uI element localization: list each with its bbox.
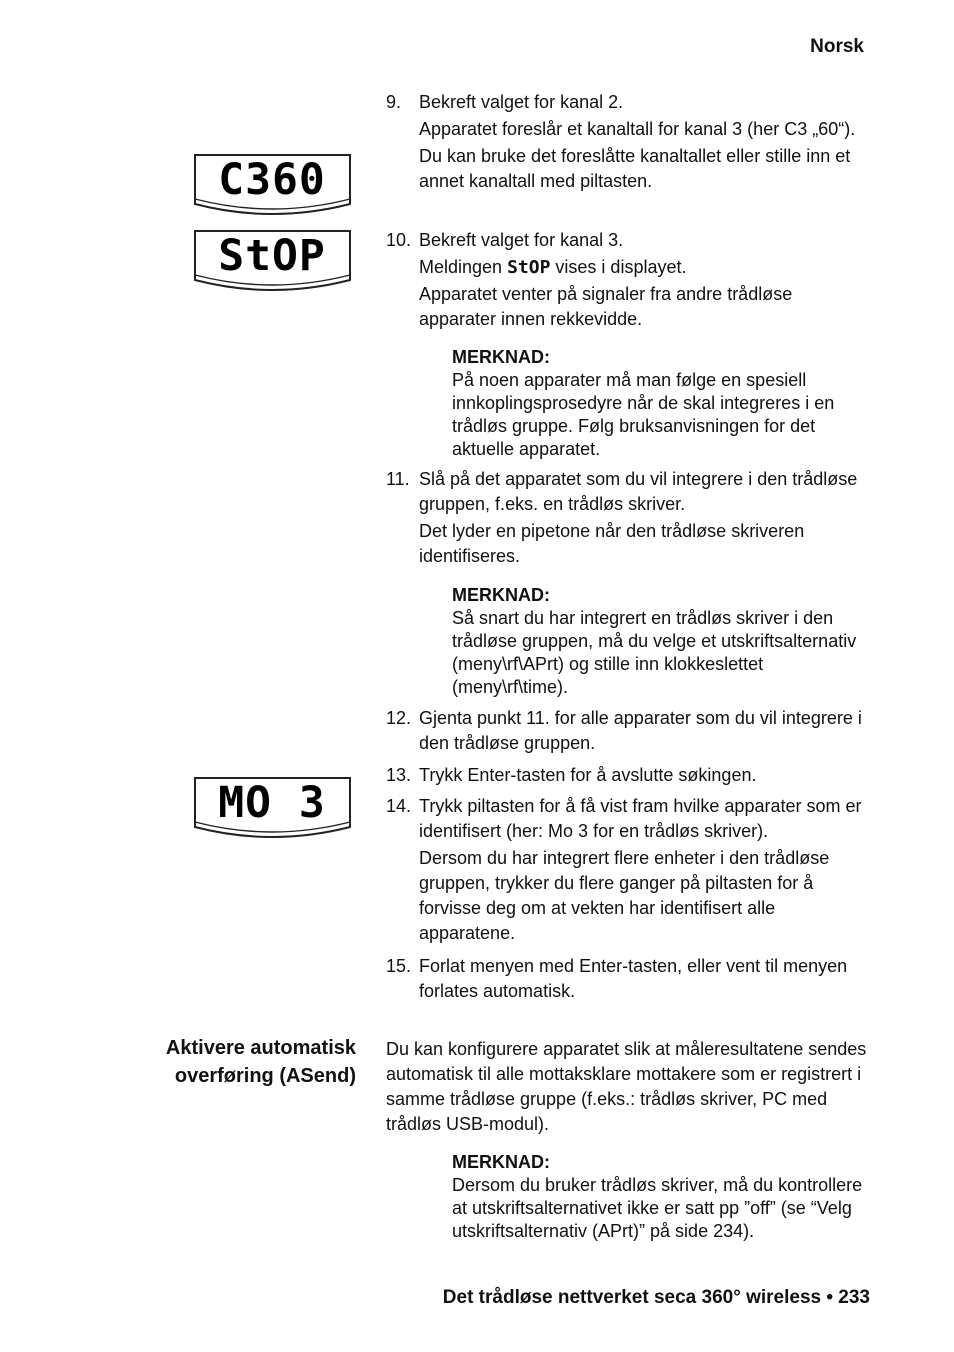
step-number: 15. <box>386 956 412 976</box>
section-paragraph: Du kan konfigurere apparatet slik at måleresultatene sendes automatisk til alle mottaksklare mottakere som er registrert i samme trådløse gruppe (f.eks.: trådløs skriver, PC med trådløs USB-modul). <box>386 1039 867 1134</box>
step-number: 10. <box>386 230 412 250</box>
step-text: Dersom du har integrert flere enheter i den trådløse gruppen, trykker du flere ganger på piltasten for å forvisse deg om at vekten har identifisert alle apparatene. <box>419 848 830 943</box>
step-text: Det lyder en pipetone når den trådløse skriveren identifiseres. <box>419 521 805 566</box>
step-number: 12. <box>386 708 412 728</box>
step-text <box>419 255 872 280</box>
lcd-display-stop <box>192 228 354 296</box>
step-text: Gjenta punkt 11. for alle apparater som du vil integrere i den trådløse gruppen. <box>419 708 862 753</box>
step-text: Trykk Enter-tasten for å avslutte søkingen. <box>419 765 757 785</box>
section-title-line: overføring (ASend) <box>174 1065 356 1087</box>
step-text: Forlat menyen med Enter-tasten, eller vent til menyen forlates automatisk. <box>419 956 848 1001</box>
step-11 <box>386 467 872 571</box>
lcd-text: C360 <box>218 155 326 205</box>
section-title <box>120 1034 356 1090</box>
step-12 <box>386 706 872 758</box>
step-text: Trykk piltasten for å få vist fram hvilke apparater som er identifisert (her: Mo 3 for en trådløs skriver). <box>419 796 862 841</box>
step-number: 9. <box>386 92 402 112</box>
step-number: 14. <box>386 796 412 816</box>
note-text: På noen apparater må man følge en spesiell innkoplingsprosedyre når de skal integreres i en trådløs gruppe. Følg bruksanvisningen for det aktuelle apparatet. <box>452 370 835 459</box>
note-title: MERKNAD: <box>452 585 550 605</box>
step-15 <box>386 954 872 1006</box>
note-text: Så snart du har integrert en trådløs skriver i den trådløse gruppen, må du velge et utskriftsalternativ (meny\rf\APrt) og stille inn klokkeslettet (meny\rf\time). <box>452 608 857 697</box>
lcd-text: StOP <box>218 231 326 281</box>
page-footer: Det trådløse nettverket seca 360° wireless • 233 <box>442 1287 870 1308</box>
step-text: Bekreft valget for kanal 3. <box>419 230 624 250</box>
step-text: Apparatet venter på signaler fra andre trådløse apparater innen rekkevidde. <box>419 284 793 329</box>
section-title-line: Aktivere automatisk <box>165 1037 356 1059</box>
step-text-before: Meldingen <box>419 257 508 277</box>
note-title: MERKNAD: <box>452 347 550 367</box>
step-text: Slå på det apparatet som du vil integrere i den trådløse gruppen, f.eks. en trådløs skriver. <box>419 469 858 514</box>
step-number: 11. <box>386 469 410 489</box>
lcd-text: MO 3 <box>218 778 326 828</box>
step-text: Bekreft valget for kanal 2. <box>419 92 624 112</box>
lcd-display-c360 <box>192 152 354 218</box>
header-language: Norsk <box>810 36 864 57</box>
step-14 <box>386 794 872 948</box>
note-title: MERKNAD: <box>452 1152 550 1172</box>
step-text: Du kan bruke det foreslåtte kanaltallet eller stille inn et annet kanaltall med piltasten. <box>419 146 851 191</box>
note-3 <box>452 1151 872 1243</box>
step-9 <box>386 90 872 196</box>
step-text-after: vises i displayet. <box>550 257 687 277</box>
step-number: 13. <box>386 765 412 785</box>
note-1 <box>452 346 872 461</box>
note-text: Dersom du bruker trådløs skriver, må du kontrollere at utskriftsalternativet ikke er satt pp ”off” (se “Velg utskriftsalternativ (APrt)” på side 234). <box>452 1175 863 1241</box>
inline-display-text: StOP <box>507 257 551 278</box>
step-13 <box>386 763 872 790</box>
step-text: Apparatet foreslår et kanaltall for kanal 3 (her C3 „60“). <box>419 119 856 139</box>
step-10 <box>386 228 872 334</box>
lcd-display-mo3 <box>192 775 354 841</box>
note-2 <box>452 584 872 699</box>
